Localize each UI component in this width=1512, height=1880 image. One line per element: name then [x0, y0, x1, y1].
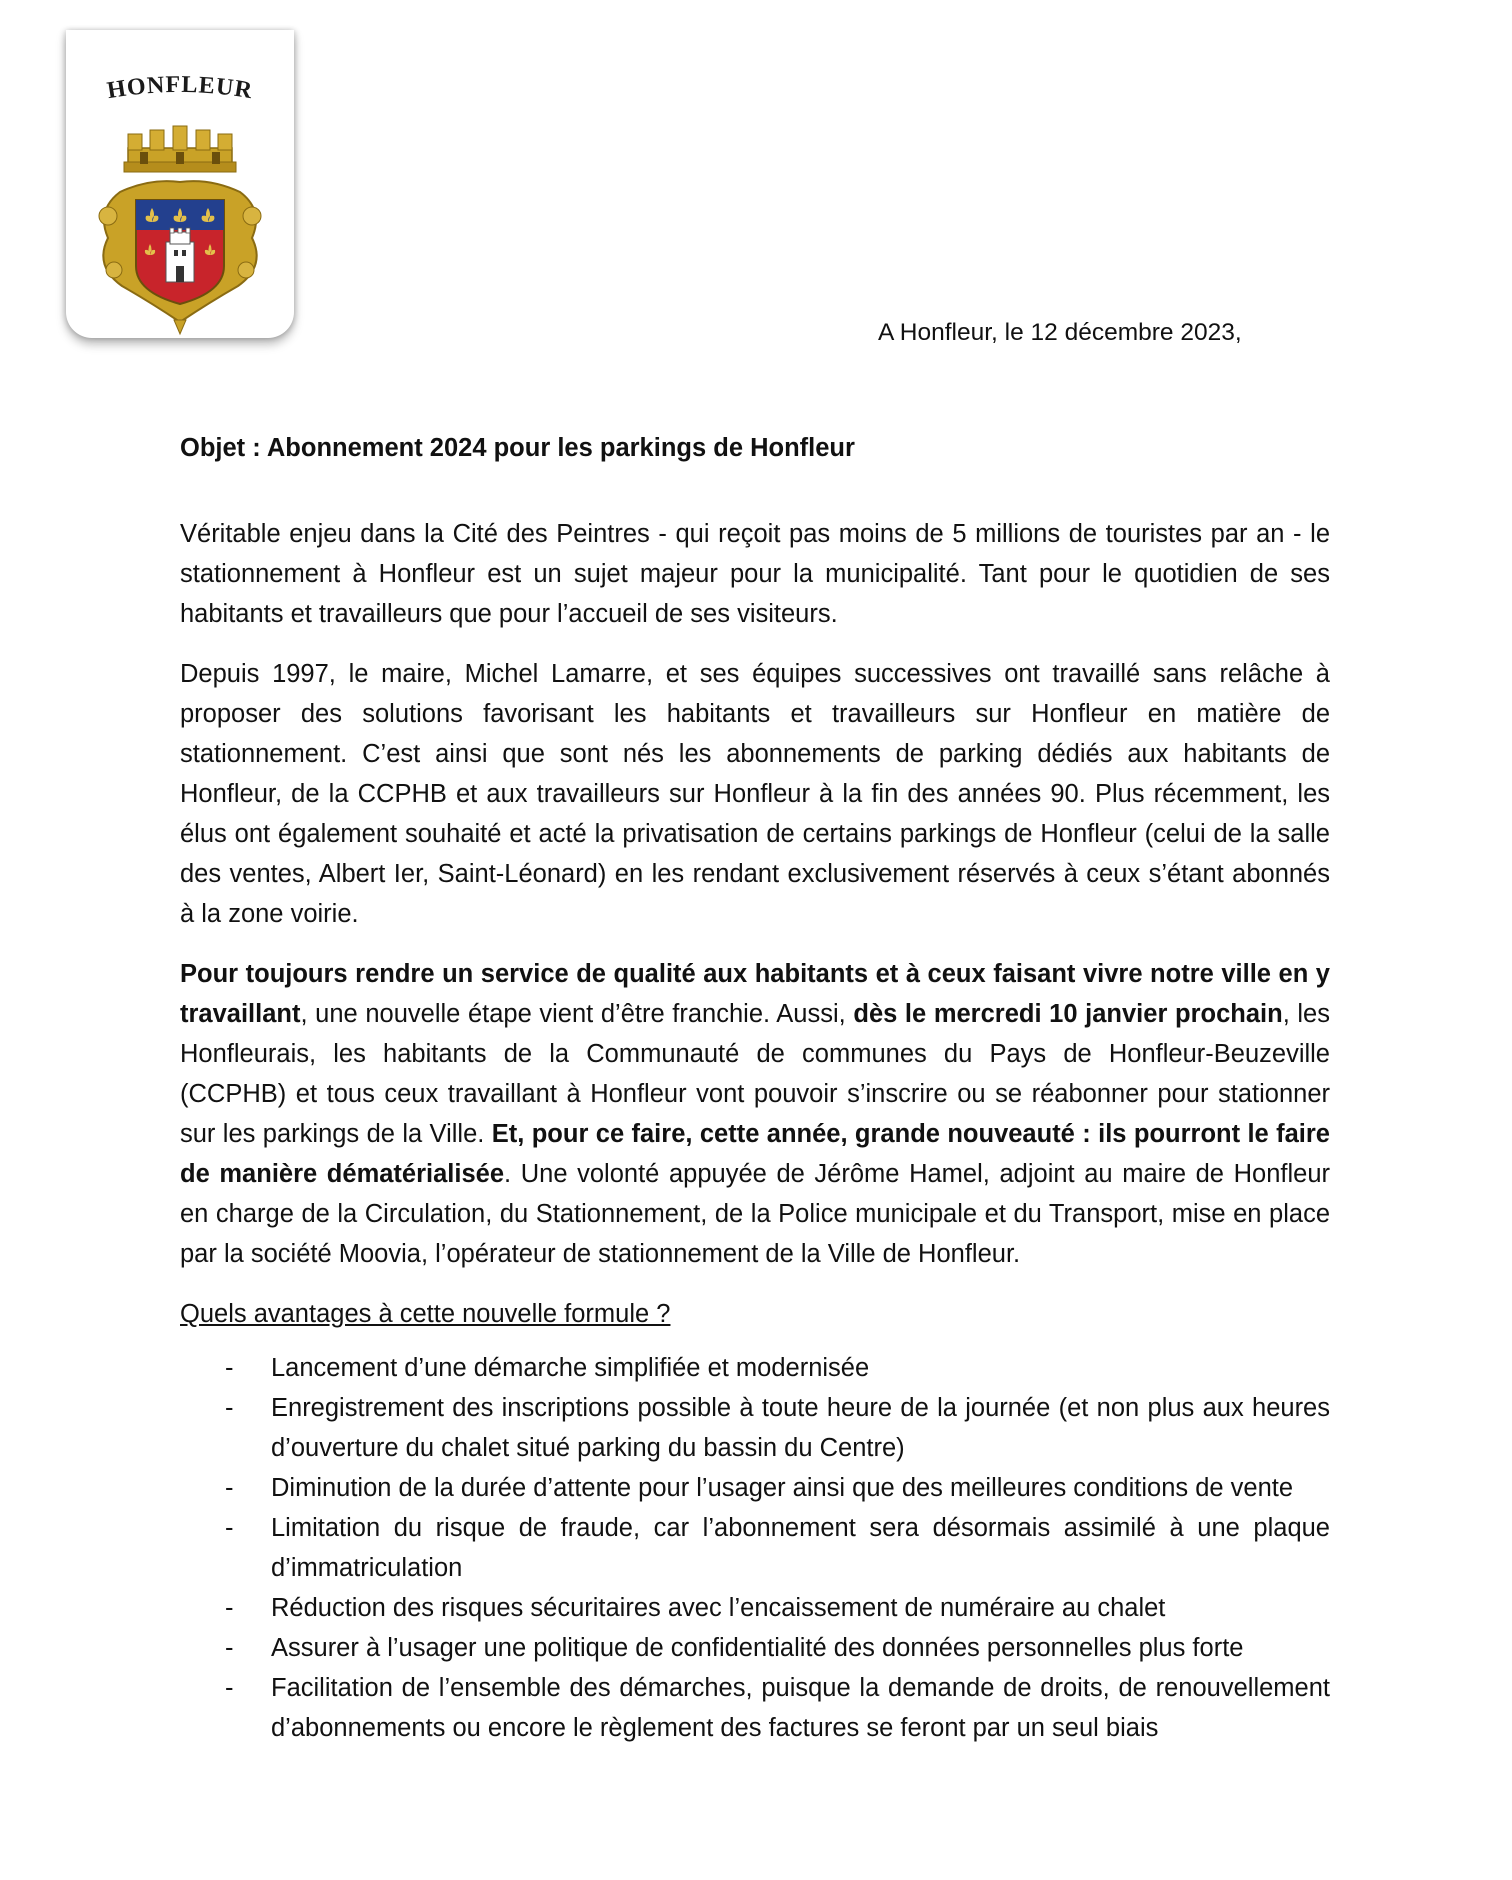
- crown-icon: [124, 126, 236, 172]
- svg-text:HONFLEUR: HONFLEUR: [105, 71, 255, 105]
- bullet-dash: -: [225, 1474, 234, 1502]
- list-item-text: Assurer à l’usager une politique de confidentialité des données personnelles plus forte: [271, 1634, 1244, 1662]
- paragraph-announcement: [180, 954, 1330, 1274]
- list-item-text: Réduction des risques sécuritaires avec l’encaissement de numéraire au chalet: [271, 1594, 1166, 1622]
- body-text: , les Honfleurais, les habitants de la Communauté de communes du Pays de Honfleur-Beuzeville (CCPHB) et tous ceux travaillant à Honfleur vont pouvoir s’inscrire ou se réabonner pour stationner sur les parkings de la Ville.: [180, 1000, 1330, 1148]
- bullet-dash: -: [225, 1394, 234, 1422]
- bold-text: Et, pour ce faire, cette année, grande nouveauté : ils pourront le faire de manière dématérialisée: [180, 1120, 1330, 1188]
- advantages-list: [180, 1348, 1330, 1748]
- bold-text: Pour toujours rendre un service de qualité aux habitants et à ceux faisant vivre notre ville en y travaillant: [180, 960, 1330, 1028]
- bold-text: dès le mercredi 10 janvier prochain: [853, 1000, 1283, 1028]
- list-item-text: Facilitation de l’ensemble des démarches, puisque la demande de droits, de renouvellement d’abonnements ou encore le règlement des factures se feront par un seul biais: [271, 1674, 1330, 1742]
- bullet-dash: -: [225, 1354, 234, 1382]
- list-item-text: Lancement d’une démarche simplifiée et modernisée: [271, 1354, 870, 1382]
- bullet-dash: -: [225, 1594, 234, 1622]
- list-item: [180, 1348, 1330, 1388]
- castle-icon: [166, 228, 194, 282]
- list-item: [180, 1508, 1330, 1588]
- date-line: A Honfleur, le 12 décembre 2023,: [878, 319, 1242, 346]
- logo-card: [66, 30, 294, 338]
- list-item: [180, 1668, 1330, 1748]
- body-text: . Une volonté appuyée de Jérôme Hamel, adjoint au maire de Honfleur en charge de la Circulation, du Stationnement, de la Police municipale et du Transport, mise en place par la société Moovia, l’opérateur de stationnement de la Ville de Honfleur.: [180, 1160, 1330, 1268]
- list-item-text: Limitation du risque de fraude, car l’abonnement sera désormais assimilé à une plaque d’immatriculation: [271, 1514, 1330, 1582]
- subject-line: Objet : Abonnement 2024 pour les parkings de Honfleur: [180, 434, 855, 462]
- bullet-dash: -: [225, 1514, 234, 1542]
- paragraph-history: Depuis 1997, le maire, Michel Lamarre, et ses équipes successives ont travaillé sans relâche à proposer des solutions favorisant les habitants et travailleurs sur Honfleur en matière de stationnement. C’est ainsi que sont nés les abonnements de parking dédiés aux habitants de Honfleur, de la CCPHB et aux travailleurs sur Honfleur à la fin des années 90. Plus récemment, les élus ont également souhaité et acté la privatisation de certains parkings de Honfleur (celui de la salle des ventes, Albert Ier, Saint-Léonard) en les rendant exclusivement réservés à ceux s’étant abonnés à la zone voirie.: [180, 660, 1330, 928]
- body-text: , une nouvelle étape vient d’être franchie. Aussi,: [300, 1000, 854, 1028]
- list-item: [180, 1628, 1330, 1668]
- bullet-dash: -: [225, 1634, 234, 1662]
- letter-body: [180, 428, 1330, 1748]
- list-item-text: Enregistrement des inscriptions possible à toute heure de la journée (et non plus aux heures d’ouverture du chalet situé parking du bassin du Centre): [271, 1394, 1330, 1462]
- honfleur-coat-of-arms-logo: [66, 30, 294, 338]
- list-item: [180, 1388, 1330, 1468]
- paragraph-intro: Véritable enjeu dans la Cité des Peintres - qui reçoit pas moins de 5 millions de touristes par an - le stationnement à Honfleur est un sujet majeur pour la municipalité. Tant pour le quotidien de ses habitants et travailleurs que pour l’accueil de ses visiteurs.: [180, 520, 1330, 628]
- section-title: Quels avantages à cette nouvelle formule ?: [180, 1300, 671, 1328]
- list-item-text: Diminution de la durée d’attente pour l’usager ainsi que des meilleures conditions de vente: [271, 1474, 1294, 1502]
- list-item: [180, 1468, 1330, 1508]
- list-item: [180, 1588, 1330, 1628]
- bullet-dash: -: [225, 1674, 234, 1702]
